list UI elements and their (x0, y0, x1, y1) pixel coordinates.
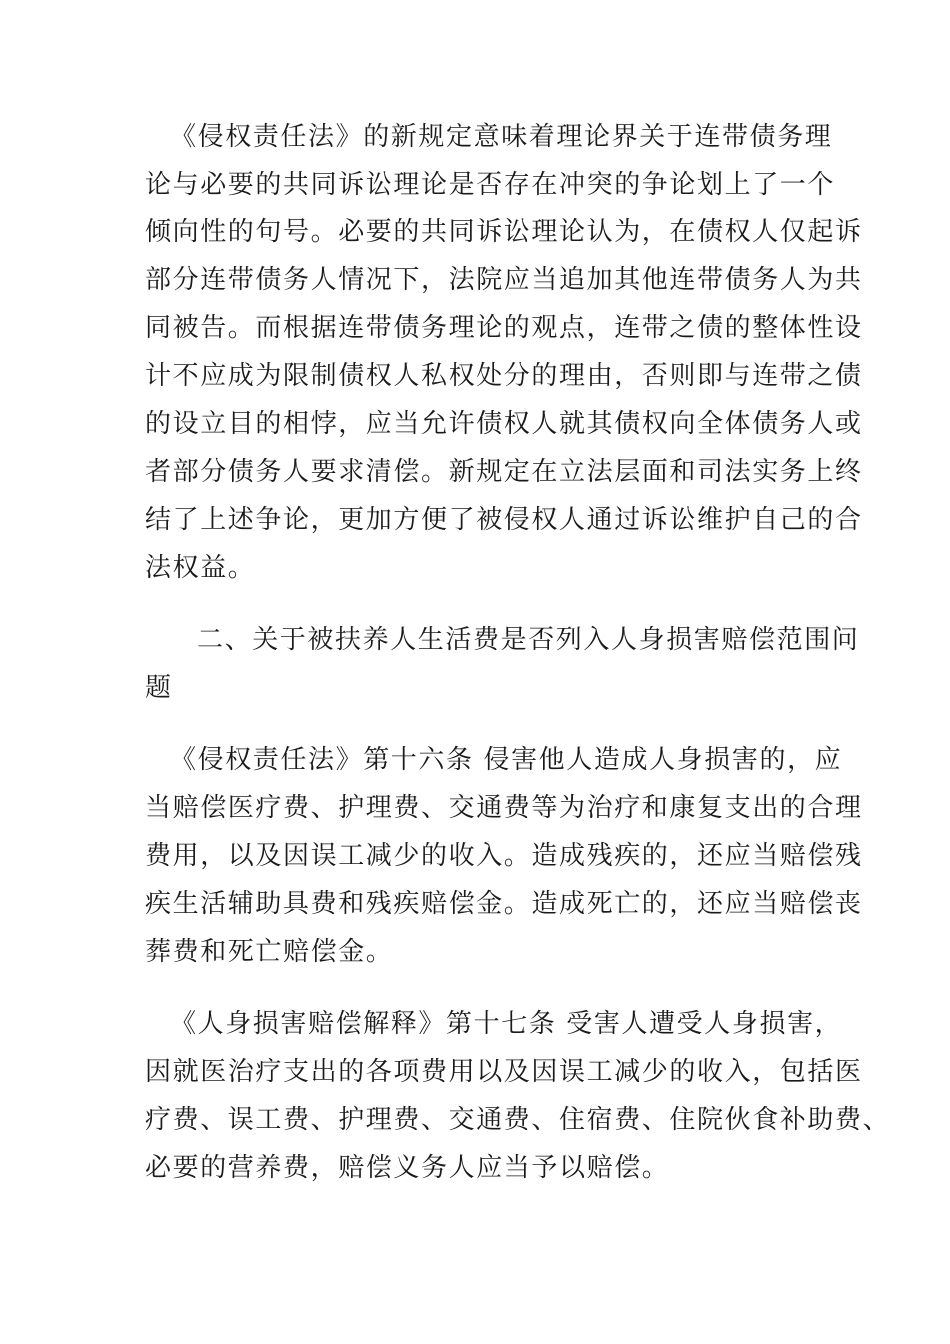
paragraph-2-line-1: 《侵权责任法》第十六条 侵害他人造成人身损害的，应 (170, 745, 843, 775)
paragraph-1-line-9: 结了上述争论，更加方便了被侵权人通过诉讼维护自己的合 (145, 505, 863, 535)
paragraph-2-line-5: 葬费和死亡赔偿金。 (145, 937, 394, 967)
paragraph-1-line-1: 《侵权责任法》的新规定意味着理论界关于连带债务理 (170, 122, 833, 152)
paragraph-3-line-1: 《人身损害赔偿解释》第十七条 受害人遭受人身损害， (170, 1009, 843, 1039)
section-heading-2-line-2: 题 (145, 673, 173, 703)
paragraph-1-line-4: 部分连带债务人情况下，法院应当追加其他连带债务人为共 (145, 265, 863, 295)
paragraph-1-line-6: 计不应成为限制债权人私权处分的理由，否则即与连带之债 (145, 361, 863, 391)
section-heading-2-line-1: 二、关于被扶养人生活费是否列入人身损害赔偿范围问 (197, 625, 860, 655)
paragraph-1-line-10: 法权益。 (145, 553, 256, 583)
paragraph-3-line-4: 必要的营养费，赔偿义务人应当予以赔偿。 (145, 1153, 670, 1183)
paragraph-1-line-2: 论与必要的共同诉讼理论是否存在冲突的争论划上了一个 (145, 170, 836, 200)
paragraph-1-line-8: 者部分债务人要求清偿。新规定在立法层面和司法实务上终 (145, 457, 863, 487)
paragraph-2-line-4: 疾生活辅助具费和残疾赔偿金。造成死亡的，还应当赔偿丧 (145, 889, 863, 919)
paragraph-3-line-3: 疗费、误工费、护理费、交通费、住宿费、住院伙食补助费、 (145, 1105, 891, 1135)
paragraph-1-line-7: 的设立目的相悖，应当允许债权人就其债权向全体债务人或 (145, 409, 863, 439)
paragraph-2-line-2: 当赔偿医疗费、护理费、交通费等为治疗和康复支出的合理 (145, 793, 863, 823)
paragraph-1-line-3: 倾向性的句号。必要的共同诉讼理论认为，在债权人仅起诉 (145, 217, 863, 247)
paragraph-1-line-5: 同被告。而根据连带债务理论的观点，连带之债的整体性设 (145, 313, 863, 343)
paragraph-2-line-3: 费用，以及因误工减少的收入。造成残疾的，还应当赔偿残 (145, 841, 863, 871)
paragraph-3-line-2: 因就医治疗支出的各项费用以及因误工减少的收入，包括医 (145, 1057, 863, 1087)
